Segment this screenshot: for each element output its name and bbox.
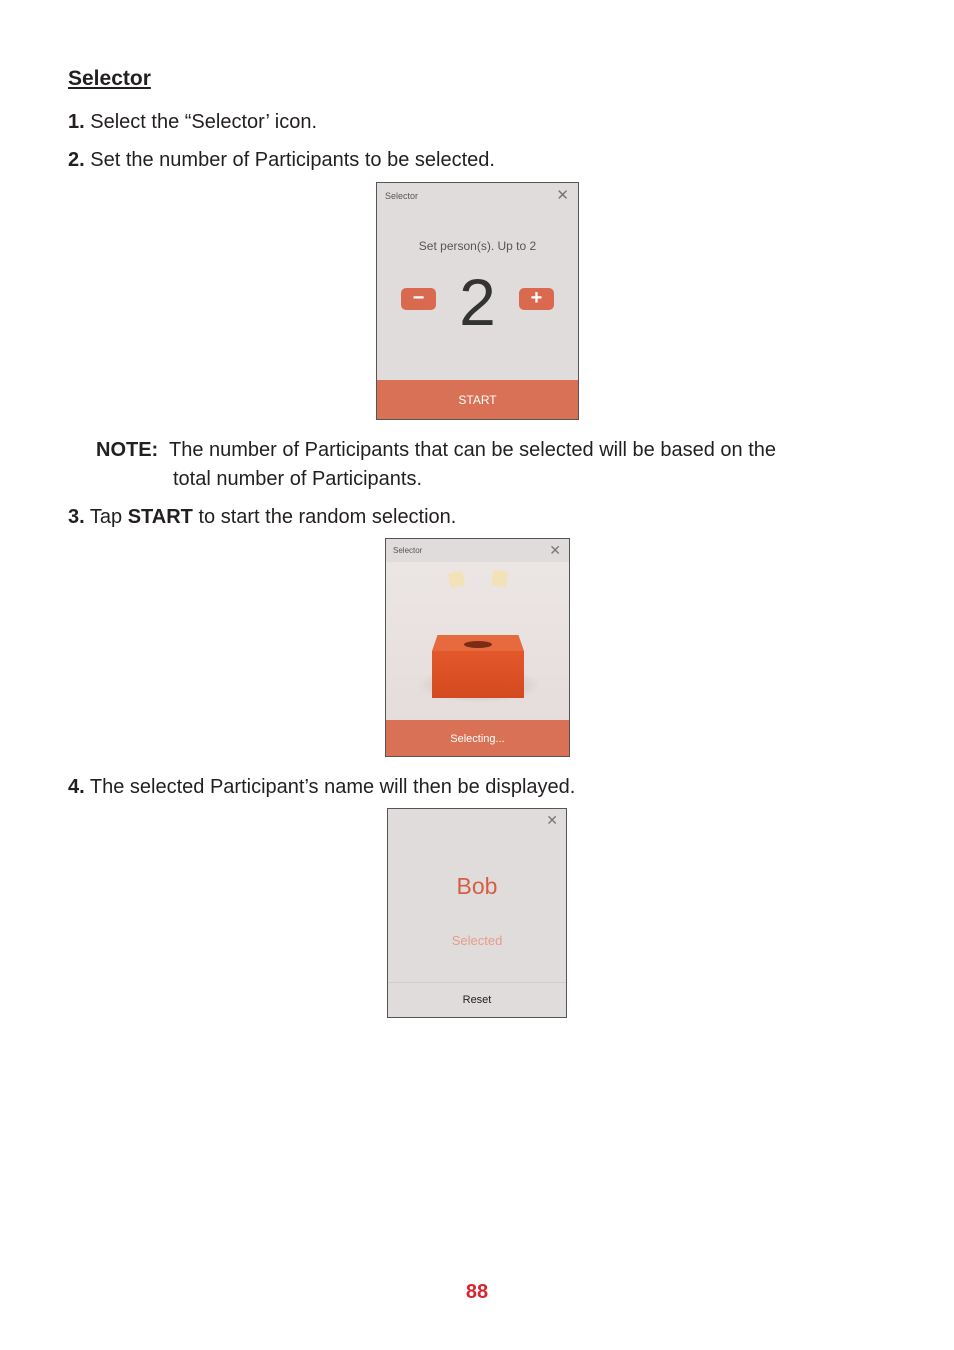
selector-set-count-screenshot bbox=[376, 182, 579, 420]
participant-count: 2 bbox=[459, 265, 496, 339]
divider bbox=[388, 982, 566, 983]
step-text-post: to start the random selection. bbox=[198, 506, 457, 528]
minus-icon: − bbox=[412, 287, 425, 309]
increment-button[interactable] bbox=[519, 288, 554, 310]
note-line-1: The number of Participants that can be selected will be based on the bbox=[168, 439, 777, 461]
step-text: Set the number of Participants to be selected. bbox=[90, 149, 495, 171]
paper-slip-icon bbox=[448, 571, 466, 589]
close-icon[interactable]: ✕ bbox=[546, 812, 558, 828]
selector-result-screenshot bbox=[387, 808, 567, 1018]
dialog-title: Selector bbox=[393, 546, 423, 555]
note-line-2: total number of Participants. bbox=[173, 468, 423, 490]
selected-participant-name: Bob bbox=[456, 873, 498, 899]
dialog-title: Selector bbox=[385, 191, 419, 201]
count-prompt: Set person(s). Up to 2 bbox=[418, 239, 537, 253]
note bbox=[96, 438, 776, 462]
selector-selecting-screenshot bbox=[385, 538, 570, 757]
paper-slip-icon bbox=[491, 570, 508, 587]
step-4 bbox=[68, 775, 575, 799]
step-text: Select the “Selector’ icon. bbox=[90, 111, 318, 133]
step-text-bold: START bbox=[127, 506, 193, 528]
step-number: 3. bbox=[68, 506, 85, 528]
step-number: 4. bbox=[68, 776, 85, 798]
plus-icon: + bbox=[530, 287, 543, 309]
step-number: 2. bbox=[68, 149, 85, 171]
step-text: The selected Participant’s name will then be displayed. bbox=[89, 776, 576, 798]
step-number: 1. bbox=[68, 111, 85, 133]
step-2 bbox=[68, 148, 495, 172]
page-number: 88 bbox=[465, 1281, 489, 1303]
selecting-status-bar: Selecting... bbox=[386, 720, 569, 756]
ballot-box-icon bbox=[432, 651, 524, 698]
selected-status: Selected bbox=[451, 933, 503, 948]
start-button[interactable]: START bbox=[377, 380, 578, 419]
step-3 bbox=[68, 505, 456, 529]
step-text-pre: Tap bbox=[89, 506, 123, 528]
reset-button[interactable]: Reset bbox=[462, 994, 492, 1006]
close-icon[interactable]: ✕ bbox=[556, 187, 569, 204]
close-icon[interactable]: ✕ bbox=[549, 542, 561, 558]
section-heading: Selector bbox=[68, 67, 151, 90]
step-1 bbox=[68, 110, 317, 134]
note-label: NOTE: bbox=[96, 439, 159, 461]
ballot-box-slot bbox=[464, 641, 492, 648]
